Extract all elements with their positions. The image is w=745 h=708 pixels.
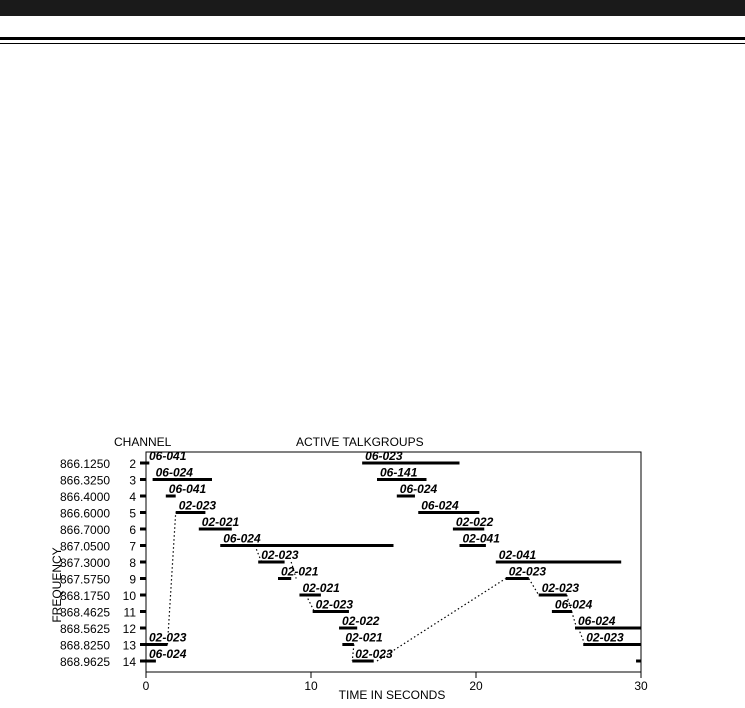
channel-rows (60, 457, 146, 669)
talkgroup-label: 02-022 (342, 614, 380, 628)
y-axis-label: FREQUENCY (50, 547, 64, 623)
dotted-link (377, 579, 506, 662)
x-axis-label: TIME IN SECONDS (338, 688, 446, 702)
talkgroup-label: 06-024 (149, 647, 187, 661)
talkgroup-label: 02-021 (281, 564, 319, 579)
channel-label: 2 (129, 457, 136, 471)
talkgroup-label: 02-023 (508, 564, 547, 579)
talkgroup-label: 06-141 (380, 465, 418, 480)
frequency-label: 866.1250 (60, 457, 111, 471)
talkgroup-label: 02-023 (315, 597, 354, 612)
frequency-label: 866.6000 (60, 506, 111, 521)
frequency-label: 868.5625 (60, 622, 111, 636)
talkgroup-label: 06-041 (149, 449, 187, 463)
dotted-link (352, 645, 354, 662)
channel-label: 13 (122, 638, 136, 653)
frequency-label: 867.3000 (60, 556, 111, 570)
talkgroup-segments (146, 449, 641, 661)
channel-label: 11 (123, 605, 136, 620)
channel-label: 4 (129, 490, 136, 504)
talkgroup-label: 06-024 (578, 614, 616, 628)
talkgroup-label: 02-041 (498, 548, 537, 562)
channel-label: 9 (129, 572, 136, 587)
channel-label: 12 (122, 622, 136, 636)
talkgroup-label: 06-024 (223, 531, 261, 546)
talkgroup-label: 02-041 (462, 531, 500, 546)
dotted-link (578, 628, 585, 645)
talkgroup-label: 06-041 (168, 482, 207, 496)
frequency-label: 866.4000 (60, 490, 111, 504)
frequency-label: 868.1750 (60, 589, 111, 603)
talkgroup-label: 02-023 (149, 630, 187, 645)
x-tick-label: 10 (304, 679, 318, 693)
frequency-label: 867.5750 (60, 572, 111, 587)
talkgroup-label: 02-023 (261, 548, 299, 562)
channel-label: 3 (129, 473, 136, 488)
channel-label: 10 (122, 589, 136, 603)
channel-label: 7 (129, 539, 136, 554)
talkgroup-label: 02-023 (355, 647, 393, 661)
dotted-link (167, 513, 175, 645)
channel-header: CHANNEL (114, 435, 172, 449)
talkgroup-label: 06-023 (365, 449, 403, 463)
talkgroup-label: 02-023 (178, 498, 217, 513)
talkgroup-label: 02-021 (345, 630, 383, 645)
talkgroup-label: 06-024 (421, 498, 459, 513)
talkgroup-label: 02-023 (541, 581, 580, 595)
chart-title: ACTIVE TALKGROUPS (296, 435, 424, 449)
talkgroup-label: 02-021 (302, 581, 340, 595)
talkgroup-label: 02-021 (201, 515, 240, 529)
frequency-label: 868.9625 (60, 655, 111, 669)
channel-label: 5 (129, 506, 136, 521)
frequency-label: 868.4625 (60, 605, 111, 620)
dotted-link (572, 612, 577, 629)
frequency-label: 866.3250 (60, 473, 111, 488)
frequency-label: 868.8250 (60, 638, 111, 653)
frequency-label: 867.0500 (60, 539, 111, 554)
talkgroup-label: 06-024 (155, 465, 193, 480)
talkgroup-label: 02-023 (586, 630, 624, 645)
x-tick-label: 0 (142, 679, 150, 693)
talkgroup-label: 02-022 (455, 515, 494, 529)
channel-label: 14 (122, 655, 136, 669)
dotted-link (529, 579, 539, 596)
channel-label: 6 (129, 523, 136, 537)
x-tick-label: 30 (634, 679, 648, 693)
talkgroup-label: 06-024 (554, 597, 593, 612)
channel-label: 8 (129, 556, 136, 570)
dotted-link (306, 595, 314, 612)
talkgroup-label: 06-024 (399, 482, 438, 496)
frequency-label: 866.7000 (60, 523, 111, 537)
x-tick-label: 20 (469, 679, 483, 693)
